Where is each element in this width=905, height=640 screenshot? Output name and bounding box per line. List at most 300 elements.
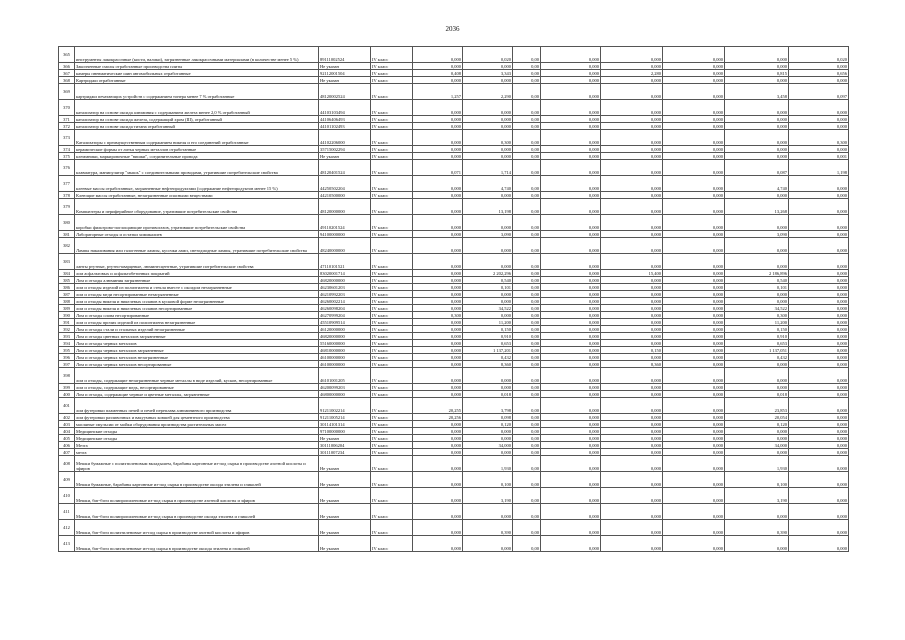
value-8-cell: 0,656 [789, 70, 849, 77]
table-row [59, 354, 849, 361]
value-4-cell: 0,000 [541, 421, 601, 428]
waste-name-cell: Медицинские отходы [75, 435, 319, 442]
waste-code-cell: Не указан [319, 63, 371, 70]
waste-name-cell: Лом и отходы, содержащие черные и цветные металлы, загрязненные [75, 391, 319, 398]
waste-name-cell: лом и отходы никеля и никелевых сплавов в кусковой форме незагрязненные [75, 298, 319, 305]
value-2-cell: 3,798 [463, 398, 513, 414]
hazard-class-cell: IV класс [371, 160, 413, 176]
waste-name-cell: Лом и отходы олова несортированные [75, 312, 319, 319]
waste-name-cell: катализатор на основе оксида алюминия с содержанием железа менее 2,0 % отработанный [75, 100, 319, 116]
waste-name-cell: Лом и отходы черных металлов загрязненные [75, 347, 319, 354]
value-4-cell: 0,000 [541, 442, 601, 449]
value-3-cell: 0,00 [513, 291, 541, 298]
value-7-cell: 1 137,051 [725, 347, 789, 354]
value-6-cell: 0,000 [663, 199, 725, 215]
value-6-cell: 0,000 [663, 146, 725, 153]
value-4-cell: 0,000 [541, 472, 601, 488]
value-7-cell: 0,000 [725, 384, 789, 391]
value-5-cell: 0,000 [601, 63, 663, 70]
value-6-cell: 0,000 [663, 333, 725, 340]
value-8-cell: 0,000 [789, 333, 849, 340]
value-8-cell: 0,000 [789, 77, 849, 84]
value-6-cell: 0,000 [663, 130, 725, 146]
value-1-cell: 0,000 [413, 130, 463, 146]
value-3-cell: 0,00 [513, 277, 541, 284]
table-row [59, 368, 849, 384]
hazard-class-cell: IV класс [371, 504, 413, 520]
value-1-cell: 0,000 [413, 123, 463, 130]
value-1-cell: 0,000 [413, 391, 463, 398]
value-4-cell: 0,000 [541, 368, 601, 384]
value-7-cell: 0,000 [725, 215, 789, 231]
hazard-class-cell: IV класс [371, 305, 413, 312]
value-1-cell: 0,000 [413, 199, 463, 215]
value-2-cell: 1,714 [463, 160, 513, 176]
table-row [59, 333, 849, 340]
value-1-cell: 0,000 [413, 333, 463, 340]
row-number-cell: 380 [59, 215, 75, 231]
value-6-cell: 0,000 [663, 384, 725, 391]
hazard-class-cell: IV класс [371, 123, 413, 130]
hazard-class-cell: IV класс [371, 254, 413, 270]
value-7-cell: 0,000 [725, 298, 789, 305]
waste-name-cell: Лом и отходы цветных металлов загрязненные [75, 333, 319, 340]
value-8-cell: 0,000 [789, 312, 849, 319]
value-6-cell: 0,000 [663, 361, 725, 368]
waste-code-cell: 46100000000 [319, 354, 371, 361]
value-7-cell: 0,815 [725, 70, 789, 77]
value-7-cell: 0,000 [725, 123, 789, 130]
value-7-cell: 3,458 [725, 84, 789, 100]
waste-code-cell: 46260002214 [319, 298, 371, 305]
hazard-class-cell: IV класс [371, 488, 413, 504]
hazard-class-cell: IV класс [371, 472, 413, 488]
hazard-class-cell: IV класс [371, 442, 413, 449]
value-1-cell: 0,000 [413, 361, 463, 368]
value-7-cell: 0,000 [725, 428, 789, 435]
value-6-cell: 0,000 [663, 238, 725, 254]
value-6-cell: 0,000 [663, 116, 725, 123]
waste-name-cell: клеммники, маркировочные "вишки", соединительные провода [75, 153, 319, 160]
waste-table [58, 46, 849, 552]
hazard-class-cell: IV класс [371, 199, 413, 215]
value-2-cell: 0,100 [463, 472, 513, 488]
table-row [59, 63, 849, 70]
value-4-cell: 0,000 [541, 291, 601, 298]
value-3-cell: 0,00 [513, 333, 541, 340]
value-5-cell: 0,000 [601, 384, 663, 391]
value-4-cell: 0,000 [541, 215, 601, 231]
waste-code-cell: 46200099203 [319, 384, 371, 391]
row-number-cell: 388 [59, 298, 75, 305]
value-3-cell: 0,00 [513, 347, 541, 354]
value-4-cell: 0,000 [541, 277, 601, 284]
waste-name-cell: Лампы накаливания или галогенные лампы, кусочки ламп, светодиодные лампы, утратившие потребительские свойства [75, 238, 319, 254]
waste-name-cell: Медицинские отходы [75, 428, 319, 435]
table-row [59, 77, 849, 84]
value-6-cell: 0,000 [663, 368, 725, 384]
waste-name-cell: лом и отходы, содержащие незагрязненные черные металлы в виде изделий, кусков, несортированные [75, 368, 319, 384]
waste-name-cell: Мешки, биг-бэги полиэтиленовые из-под сырья в производстве оксида этилена и гликолей [75, 536, 319, 552]
value-8-cell: 0,000 [789, 368, 849, 384]
value-2-cell: 8,360 [463, 361, 513, 368]
value-7-cell: 0,540 [725, 277, 789, 284]
value-5-cell: 0,000 [601, 456, 663, 472]
value-3-cell: 0,00 [513, 63, 541, 70]
value-6-cell: 0,000 [663, 153, 725, 160]
value-6-cell: 0,000 [663, 354, 725, 361]
row-number-cell: 368 [59, 77, 75, 84]
value-5-cell: 0,000 [601, 160, 663, 176]
value-1-cell: 0,000 [413, 384, 463, 391]
table-row [59, 391, 849, 398]
row-number-cell: 385 [59, 277, 75, 284]
value-1-cell: 0,000 [413, 472, 463, 488]
value-1-cell: 0,000 [413, 368, 463, 384]
hazard-class-cell: IV класс [371, 398, 413, 414]
value-5-cell: 0,150 [601, 347, 663, 354]
value-5-cell: 0,000 [601, 414, 663, 421]
waste-name-cell: Мешки, биг-бэги полиэтиленовые из-под сырья в производстве азотной кислоты и эфиров [75, 520, 319, 536]
row-number-cell: 379 [59, 199, 75, 215]
value-5-cell: 0,000 [601, 238, 663, 254]
value-4-cell: 0,000 [541, 391, 601, 398]
waste-name-cell: Закопченные смолы отработанные производства плиты [75, 63, 319, 70]
value-7-cell: 0,000 [725, 63, 789, 70]
value-3-cell: 0,00 [513, 312, 541, 319]
value-4-cell: 0,000 [541, 312, 601, 319]
waste-name-cell: масляные эмульсии от мойки оборудования производства растительных масел [75, 421, 319, 428]
value-5-cell: 0,000 [601, 77, 663, 84]
waste-code-cell: 46820000000 [319, 277, 371, 284]
table-row [59, 291, 849, 298]
value-4-cell: 0,000 [541, 84, 601, 100]
hazard-class-cell: IV класс [371, 63, 413, 70]
value-2-cell: 0,000 [463, 146, 513, 153]
value-3-cell: 0,00 [513, 398, 541, 414]
value-4-cell: 0,000 [541, 231, 601, 238]
table-row [59, 384, 849, 391]
value-8-cell: 0,000 [789, 391, 849, 398]
waste-name-cell: ланты ртутные, ртутно-кварцевые, люминесцентные, утратившие потребительские свойства [75, 254, 319, 270]
value-3-cell: 0,00 [513, 536, 541, 552]
value-3-cell: 0,00 [513, 504, 541, 520]
value-8-cell: 0,000 [789, 340, 849, 347]
value-2-cell: 3,343 [463, 70, 513, 77]
value-4-cell: 0,000 [541, 153, 601, 160]
value-6-cell: 0,000 [663, 536, 725, 552]
hazard-class-cell: IV класс [371, 192, 413, 199]
waste-code-cell: 46270999204 [319, 312, 371, 319]
value-7-cell: 0,000 [725, 153, 789, 160]
waste-code-cell: Не указан [319, 153, 371, 160]
value-2-cell: 0,000 [463, 384, 513, 391]
value-2-cell: 0,000 [463, 504, 513, 520]
value-5-cell: 0,000 [601, 192, 663, 199]
value-6-cell: 0,000 [663, 284, 725, 291]
table-row [59, 123, 849, 130]
waste-name-cell: Мешки бумажные с полиэтиленовым вкладышем, барабаны картонные из-под сырья в производстве азотной кислоты и эфиров [75, 456, 319, 472]
row-number-cell: 394 [59, 340, 75, 347]
row-number-cell: 405 [59, 435, 75, 442]
waste-name-cell: Лом и отходы черных металлов незагрязненные [75, 354, 319, 361]
value-5-cell: 0,000 [601, 284, 663, 291]
value-7-cell: 3,090 [725, 231, 789, 238]
row-number-cell: 407 [59, 449, 75, 456]
table-row [59, 347, 849, 354]
value-7-cell: 0,000 [725, 536, 789, 552]
value-5-cell: 0,000 [601, 116, 663, 123]
row-number-cell: 381 [59, 231, 75, 238]
row-number-cell: 406 [59, 442, 75, 449]
value-2-cell: 0,000 [463, 536, 513, 552]
waste-name-cell: керамические формы от литья черных металлов отработанные [75, 146, 319, 153]
row-number-cell: 400 [59, 391, 75, 398]
waste-name-cell: Мезга [75, 442, 319, 449]
value-4-cell: 0,000 [541, 398, 601, 414]
waste-code-cell: Не указан [319, 472, 371, 488]
value-3-cell: 0,00 [513, 361, 541, 368]
value-3-cell: 0,00 [513, 84, 541, 100]
value-8-cell: 0,000 [789, 449, 849, 456]
waste-code-cell: 48120000000 [319, 199, 371, 215]
value-7-cell: 0,000 [725, 238, 789, 254]
value-2-cell: 0,000 [463, 254, 513, 270]
row-number-cell: 370 [59, 100, 75, 116]
value-6-cell: 0,000 [663, 277, 725, 284]
value-5-cell: 0,000 [601, 326, 663, 333]
value-8-cell: 0,000 [789, 414, 849, 421]
waste-code-cell: Не указан [319, 435, 371, 442]
row-number-cell: 377 [59, 176, 75, 192]
table-row [59, 319, 849, 326]
row-number-cell: 411 [59, 504, 75, 520]
value-5-cell: 0,000 [601, 84, 663, 100]
value-3-cell: 0,00 [513, 215, 541, 231]
value-4-cell: 0,000 [541, 63, 601, 70]
value-3-cell: 0,00 [513, 130, 541, 146]
waste-name-cell: лом и отходы изделий из полиэтилена и стекла вместе с оксидом незагрязненные [75, 284, 319, 291]
waste-name-cell: инструменты лакокрасочные (кисти, валики), загрязненные лакокрасочными материалами (в количестве менее 5 %) [75, 47, 319, 63]
hazard-class-cell: IV класс [371, 361, 413, 368]
value-1-cell: 0,000 [413, 146, 463, 153]
value-5-cell: 0,000 [601, 391, 663, 398]
value-1-cell: 0,000 [413, 326, 463, 333]
waste-name-cell: Лом и отходы стали и стальных изделий незагрязненные [75, 326, 319, 333]
value-5-cell: 0,000 [601, 319, 663, 326]
value-6-cell: 0,000 [663, 192, 725, 199]
value-2-cell: 3,190 [463, 488, 513, 504]
value-6-cell: 0,000 [663, 100, 725, 116]
value-7-cell: 0,653 [725, 340, 789, 347]
value-4-cell: 0,000 [541, 428, 601, 435]
value-4-cell: 0,000 [541, 305, 601, 312]
value-6-cell: 0,000 [663, 305, 725, 312]
hazard-class-cell: IV класс [371, 333, 413, 340]
row-number-cell: 369 [59, 84, 75, 100]
value-7-cell: 0,000 [725, 146, 789, 153]
value-5-cell: 0,000 [601, 520, 663, 536]
row-number-cell: 410 [59, 488, 75, 504]
row-number-cell: 376 [59, 160, 75, 176]
row-number-cell: 413 [59, 536, 75, 552]
value-4-cell: 0,000 [541, 130, 601, 146]
value-5-cell: 0,000 [601, 298, 663, 305]
table-row [59, 361, 849, 368]
hazard-class-cell: IV класс [371, 284, 413, 291]
value-4-cell: 0,000 [541, 199, 601, 215]
hazard-class-cell: IV класс [371, 146, 413, 153]
value-8-cell: 0,000 [789, 326, 849, 333]
value-6-cell: 0,000 [663, 70, 725, 77]
value-5-cell: 0,000 [601, 146, 663, 153]
row-number-cell: 408 [59, 456, 75, 472]
value-3-cell: 0,00 [513, 146, 541, 153]
value-1-cell: 0,000 [413, 47, 463, 63]
value-1-cell: 0,000 [413, 340, 463, 347]
row-number-cell: 378 [59, 192, 75, 199]
value-6-cell: 0,000 [663, 298, 725, 305]
value-3-cell: 0,00 [513, 238, 541, 254]
value-3-cell: 0,00 [513, 414, 541, 421]
waste-code-cell: 48120401524 [319, 160, 371, 176]
table-row [59, 472, 849, 488]
hazard-class-cell: IV класс [371, 130, 413, 146]
waste-code-cell: 30114101314 [319, 421, 371, 428]
value-3-cell: 0,00 [513, 199, 541, 215]
hazard-class-cell: IV класс [371, 456, 413, 472]
value-8-cell: 0,000 [789, 347, 849, 354]
waste-name-cell: Картриджи отработанные [75, 77, 319, 84]
value-2-cell: 0,000 [463, 215, 513, 231]
waste-name-cell: мезга [75, 449, 319, 456]
hazard-class-cell: IV класс [371, 291, 413, 298]
value-7-cell: 0,000 [725, 47, 789, 63]
row-number-cell: 365 [59, 47, 75, 63]
value-2-cell: 2 202,296 [463, 270, 513, 277]
hazard-class-cell: IV класс [371, 312, 413, 319]
value-4-cell: 0,000 [541, 456, 601, 472]
value-6-cell: 0,000 [663, 391, 725, 398]
value-1-cell: 0,000 [413, 435, 463, 442]
value-7-cell: 1,930 [725, 456, 789, 472]
value-5-cell: 0,000 [601, 100, 663, 116]
value-8-cell: 0,000 [789, 116, 849, 123]
value-8-cell: 0,000 [789, 277, 849, 284]
value-4-cell: 0,000 [541, 254, 601, 270]
value-3-cell: 0,00 [513, 298, 541, 305]
value-7-cell: 0,120 [725, 421, 789, 428]
hazard-class-cell: IV класс [371, 340, 413, 347]
value-1-cell: 0,000 [413, 421, 463, 428]
value-5-cell: 0,000 [601, 176, 663, 192]
waste-name-cell: катализатор на основе оксида железа, содержащий хром (III), отработанный [75, 116, 319, 123]
waste-name-cell: Лабораторные отходы и остатки химикалиев [75, 231, 319, 238]
waste-code-cell: Не указан [319, 520, 371, 536]
value-6-cell: 0,000 [663, 456, 725, 472]
value-7-cell: 0,087 [725, 160, 789, 176]
value-3-cell: 0,00 [513, 231, 541, 238]
waste-code-cell: 46210992203 [319, 291, 371, 298]
row-number-cell: 366 [59, 63, 75, 70]
value-8-cell: 0,000 [789, 442, 849, 449]
value-7-cell: 3,190 [725, 488, 789, 504]
value-3-cell: 0,00 [513, 326, 541, 333]
row-number-cell: 404 [59, 428, 75, 435]
value-2-cell: 0,120 [463, 421, 513, 428]
value-8-cell: 0,020 [789, 47, 849, 63]
hazard-class-cell: IV класс [371, 70, 413, 77]
value-6-cell: 0,000 [663, 472, 725, 488]
hazard-class-cell: IV класс [371, 347, 413, 354]
value-8-cell: 0,000 [789, 361, 849, 368]
table-row [59, 520, 849, 536]
value-8-cell: 0,000 [789, 199, 849, 215]
table-body [59, 47, 849, 552]
value-1-cell: 0,000 [413, 449, 463, 456]
value-8-cell: 0,000 [789, 254, 849, 270]
hazard-class-cell: IV класс [371, 77, 413, 84]
value-1-cell: 0,300 [413, 312, 463, 319]
value-1-cell: 0,000 [413, 116, 463, 123]
value-4-cell: 0,000 [541, 488, 601, 504]
waste-code-cell: 44103103494 [319, 100, 371, 116]
value-3-cell: 0,00 [513, 70, 541, 77]
value-5-cell: 0,000 [601, 291, 663, 298]
value-5-cell: 0,000 [601, 504, 663, 520]
value-4-cell: 0,000 [541, 504, 601, 520]
value-8-cell: 0,000 [789, 176, 849, 192]
value-8-cell: 0,000 [789, 146, 849, 153]
table-row [59, 70, 849, 77]
value-8-cell: 0,000 [789, 270, 849, 277]
value-5-cell: 0,000 [601, 333, 663, 340]
value-2-cell: 0,018 [463, 391, 513, 398]
value-3-cell: 0,00 [513, 488, 541, 504]
value-1-cell: 0,000 [413, 520, 463, 536]
value-6-cell: 0,000 [663, 340, 725, 347]
hazard-class-cell: IV класс [371, 428, 413, 435]
hazard-class-cell: IV класс [371, 384, 413, 391]
value-2-cell: 34,522 [463, 305, 513, 312]
value-6-cell: 0,000 [663, 160, 725, 176]
table-row [59, 340, 849, 347]
waste-name-cell: коробки фильтрово-поглощающие противогазов, утратившие потребительские свойства [75, 215, 319, 231]
hazard-class-cell: IV класс [371, 298, 413, 305]
value-4-cell: 0,000 [541, 270, 601, 277]
value-2-cell: 0,150 [463, 326, 513, 333]
value-1-cell: 0,000 [413, 298, 463, 305]
waste-name-cell: Клеющие массы отработанные, незагрязненные опасными веществами [75, 192, 319, 199]
table-row [59, 116, 849, 123]
waste-name-cell: камеры пневматические шин автомобильных отработанные [75, 70, 319, 77]
row-number-cell: 391 [59, 319, 75, 326]
value-7-cell: 4,740 [725, 176, 789, 192]
table-row [59, 199, 849, 215]
value-5-cell: 0,000 [601, 442, 663, 449]
value-6-cell: 0,000 [663, 291, 725, 298]
value-7-cell: 0,390 [725, 520, 789, 536]
waste-code-cell: 46800000000 [319, 391, 371, 398]
waste-name-cell: Мешки, биг-бэги полипропиленовые из-под сырья в производстве оксида этилена и гликолей [75, 504, 319, 520]
value-8-cell: 0,000 [789, 398, 849, 414]
value-8-cell: 0,000 [789, 456, 849, 472]
value-8-cell: 0,000 [789, 100, 849, 116]
waste-name-cell: лом и отходы прочих изделий из полиэтилена незагрязненные [75, 319, 319, 326]
value-8-cell: 0,000 [789, 305, 849, 312]
value-6-cell: 0,000 [663, 504, 725, 520]
value-8-cell: 0,001 [789, 153, 849, 160]
